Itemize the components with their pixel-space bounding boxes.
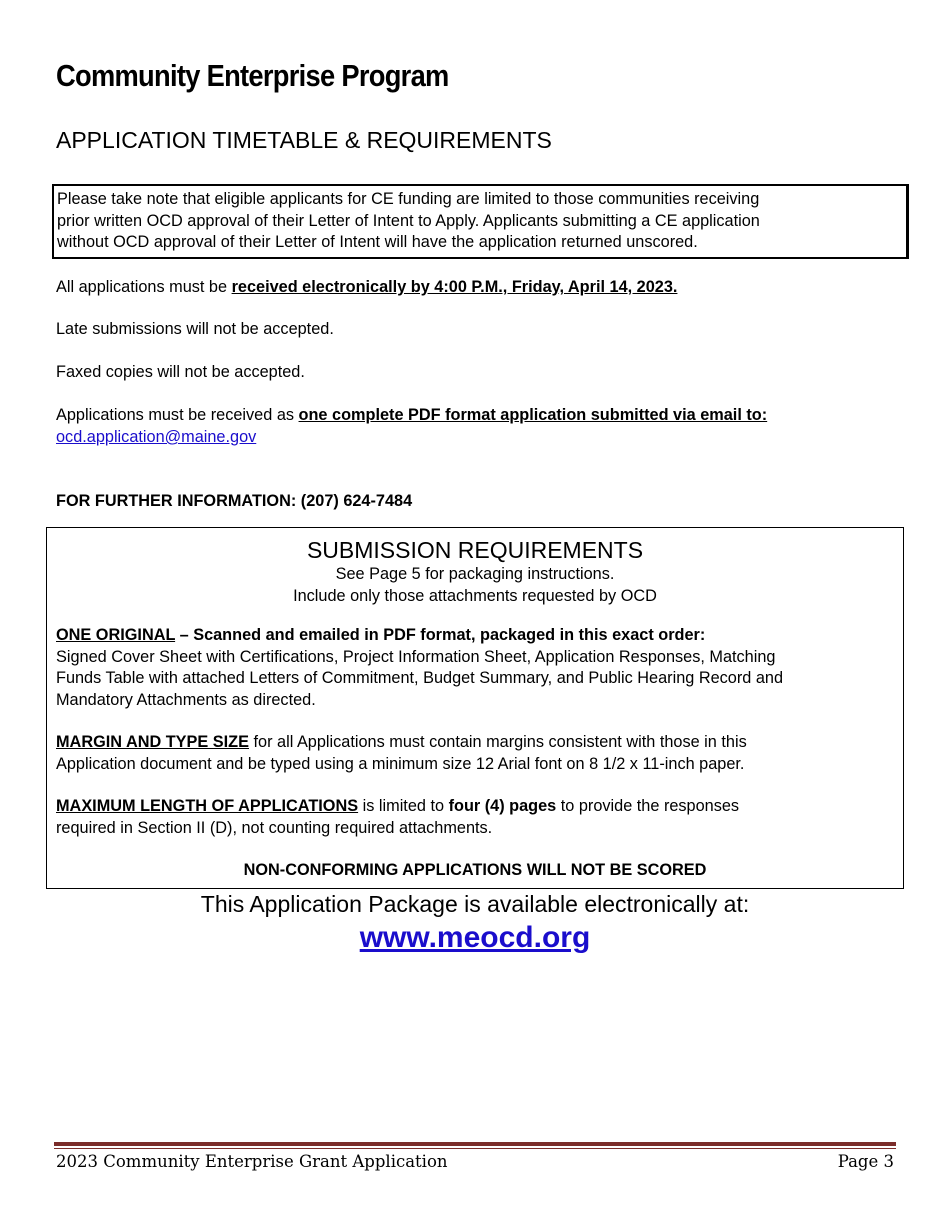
margin-type-block: [56, 732, 895, 775]
attachments-note: Include only those attachments requested by OCD: [293, 587, 657, 605]
notice-line: without OCD approval of their Letter of Intent will have the application returned unscored.: [57, 233, 698, 251]
deadline-emphasis: received electronically by 4:00 P.M., Friday, April 14, 2023.: [231, 278, 678, 296]
max-length-mid: is limited to: [358, 797, 449, 815]
further-information: FOR FURTHER INFORMATION: (207) 624-7484: [56, 492, 413, 510]
page-number: Page 3: [837, 1152, 894, 1171]
format-paragraph: [56, 405, 767, 427]
one-original-heading: [56, 625, 895, 647]
one-original-line: Signed Cover Sheet with Certifications, Project Information Sheet, Application Responses, Matching: [56, 647, 776, 666]
one-original-label: ONE ORIGINAL: [56, 626, 176, 644]
max-length-rest: to provide the responses: [556, 797, 740, 815]
one-original-line: Funds Table with attached Letters of Commitment, Budget Summary, and Public Hearing Record and: [56, 669, 783, 687]
non-conforming-warning: NON-CONFORMING APPLICATIONS WILL NOT BE SCORED: [243, 861, 707, 879]
website-line: [0, 920, 950, 956]
format-prefix: Applications must be received as: [56, 406, 299, 424]
margin-type-line: Application document and be typed using a minimum size 12 Arial font on 8 1/2 x 11-inch paper.: [56, 754, 745, 773]
notice-line: prior written OCD approval of their Letter of Intent to Apply. Applicants submitting a CE application: [57, 211, 760, 230]
notice-line: Please take note that eligible applicants for CE funding are limited to those communities receiving: [57, 190, 760, 208]
section-subtitle: APPLICATION TIMETABLE & REQUIREMENTS: [56, 127, 552, 153]
footer-document-title: 2023 Community Enterprise Grant Application: [56, 1152, 448, 1171]
max-length-label: MAXIMUM LENGTH OF APPLICATIONS: [56, 797, 359, 815]
format-emphasis: one complete PDF format application submitted via email to:: [298, 406, 768, 424]
deadline-prefix: All applications must be: [56, 278, 232, 296]
late-submissions-text: Late submissions will not be accepted.: [56, 320, 334, 338]
footer-rule-thin: [54, 1148, 896, 1149]
email-line: [56, 427, 256, 449]
max-length-pages: four (4) pages: [448, 797, 557, 815]
page-title: Community Enterprise Program: [56, 58, 449, 93]
submission-requirements-box: [46, 527, 904, 889]
margin-type-label: MARGIN AND TYPE SIZE: [56, 733, 249, 751]
website-link[interactable]: www.meocd.org: [359, 921, 591, 954]
max-length-line: required in Section II (D), not counting required attachments.: [56, 818, 493, 837]
submission-heading: SUBMISSION REQUIREMENTS: [306, 537, 644, 563]
margin-type-line: [56, 732, 895, 754]
deadline-paragraph: [56, 277, 677, 299]
packaging-note: See Page 5 for packaging instructions.: [335, 565, 615, 583]
faxed-copies-text: Faxed copies will not be accepted.: [56, 363, 305, 381]
one-original-line: Mandatory Attachments as directed.: [56, 690, 316, 709]
footer-rule: [54, 1142, 896, 1146]
one-original-block: [56, 625, 895, 711]
eligibility-notice-box: [52, 184, 909, 259]
email-link[interactable]: ocd.application@maine.gov: [56, 428, 257, 446]
availability-text: This Application Package is available electronically at:: [200, 891, 750, 917]
max-length-block: [56, 796, 895, 839]
margin-type-rest: for all Applications must contain margins consistent with those in this: [248, 733, 747, 751]
max-length-line: [56, 796, 895, 818]
one-original-rest: – Scanned and emailed in PDF format, packaged in this exact order:: [175, 626, 706, 644]
